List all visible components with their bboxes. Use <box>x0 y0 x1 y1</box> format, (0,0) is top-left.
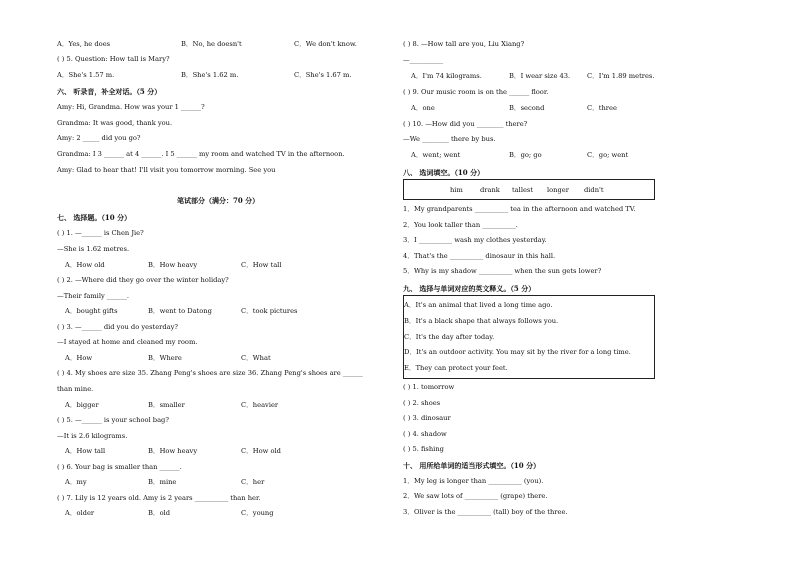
dialog-line: Amy: 2 _____ did you go? <box>57 134 141 142</box>
fill-item: 4．That's the __________ dinosaur in this hall. <box>403 252 556 260</box>
question-stem: ( ) 5. Question: How tall is Mary? <box>57 55 170 63</box>
match-item: ( ) 3. dinosaur <box>403 414 451 422</box>
fill-item: 3．I __________ wash my clothes yesterday. <box>403 236 547 244</box>
definitions-box <box>403 295 655 379</box>
question-reply: —We ________ there by bus. <box>403 135 496 143</box>
option-b: B．went to Datong <box>148 307 212 315</box>
question-stem: ( ) 8. —How tall are you, Liu Xiang? <box>403 40 525 48</box>
definition-item: C．It's the day after today. <box>404 333 495 341</box>
option-b: B．How heavy <box>148 261 198 269</box>
section-title: 七、 选择题。（10 分） <box>57 213 132 222</box>
option-c: C．young <box>241 509 274 517</box>
definition-item: E．They can protect your feet. <box>404 364 508 372</box>
option-a: A．one <box>411 104 435 112</box>
question-stem: ( ) 10. —How did you ________ there? <box>403 120 528 128</box>
section-title: 九、 选择与单词对应的英文释义。（5 分） <box>403 284 536 293</box>
match-item: ( ) 5. fishing <box>403 445 444 453</box>
option-b: B．old <box>148 509 171 517</box>
option-c: C．What <box>241 354 271 362</box>
dialog-line: Grandma: I 3 ______ at 4 ______. I 5 ______ my room and watched TV in the afternoon. <box>57 150 345 158</box>
question-reply: than mine. <box>57 385 94 393</box>
question-stem: ( ) 7. Lily is 12 years old. Amy is 2 years __________ than her. <box>57 494 261 502</box>
option-b: B．smaller <box>148 401 185 409</box>
word-bank-item: tallest <box>512 186 534 194</box>
question-stem: ( ) 3. —______ did you do yesterday? <box>57 323 178 331</box>
form-item: 2．We saw lots of __________ (grape) there. <box>403 492 548 500</box>
option-c: C．heavier <box>241 401 279 409</box>
match-item: ( ) 1. tomorrow <box>403 383 455 391</box>
match-item: ( ) 4. shadow <box>403 430 447 438</box>
question-stem: ( ) 4. My shoes are size 35. Zhang Peng's shoes are size 36. Zhang Peng's shoes are ______ <box>57 369 363 377</box>
question-reply: —It is 2.6 kilograms. <box>57 432 128 440</box>
option-a: A．How tall <box>65 447 106 455</box>
section-title: 六、 听录音，补全对话。（5 分） <box>57 87 162 96</box>
fill-item: 1．My grandparents __________ tea in the afternoon and watched TV. <box>403 205 636 213</box>
option-a: A．my <box>65 478 87 486</box>
option-c: C．took pictures <box>241 307 298 315</box>
option-c: C．She's 1.67 m. <box>294 71 352 79</box>
option-a: A．She's 1.57 m. <box>57 71 115 79</box>
word-bank-item: drank <box>480 186 500 194</box>
form-item: 1．My leg is longer than __________ (you). <box>403 477 544 485</box>
option-a: A．Yes, he does <box>57 40 111 48</box>
option-a: A．How <box>65 354 93 362</box>
option-b: B．She's 1.62 m. <box>181 71 239 79</box>
dialog-line: Amy: Glad to hear that! I'll visit you tomorrow morning. See you <box>57 166 276 174</box>
option-b: B．mine <box>148 478 177 486</box>
option-a: A．I'm 74 kilograms. <box>411 72 482 80</box>
written-part-title: 笔试部分（满分：70 分） <box>177 196 260 205</box>
definition-item: B．It's a black shape that always follows you. <box>404 317 559 325</box>
option-b: B．go; go <box>509 151 542 159</box>
fill-item: 5．Why is my shadow __________ when the sun gets lower? <box>403 267 602 275</box>
section-title: 十、 用所给单词的适当形式填空。（10 分） <box>403 461 541 470</box>
option-c: C．We don't know. <box>294 40 357 48</box>
question-reply: —I stayed at home and cleaned my room. <box>57 338 198 346</box>
match-item: ( ) 2. shoes <box>403 399 441 407</box>
question-stem: ( ) 1. —______ is Chen Jie? <box>57 229 144 237</box>
question-stem: ( ) 5. —______ is your school bag? <box>57 416 169 424</box>
option-a: A．bought gifts <box>65 307 118 315</box>
question-stem: ( ) 9. Our music room is on the ______ floor. <box>403 88 549 96</box>
option-b: B．I wear size 43. <box>509 72 571 80</box>
option-c: C．her <box>241 478 265 486</box>
question-reply: —Their family ______. <box>57 292 130 300</box>
option-c: C．How tall <box>241 261 282 269</box>
word-bank <box>403 179 655 200</box>
option-a: A．bigger <box>65 401 99 409</box>
question-reply: —__________ <box>403 56 444 64</box>
option-c: C．I'm 1.89 metres. <box>587 72 655 80</box>
option-c: C．go; went <box>587 151 629 159</box>
fill-item: 2．You look taller than __________. <box>403 221 518 229</box>
question-stem: ( ) 2. —Where did they go over the winter holiday? <box>57 276 229 284</box>
option-a: A．How old <box>65 261 105 269</box>
option-a: A．older <box>65 509 95 517</box>
definition-item: A．It's an animal that lived a long time ago. <box>404 301 553 309</box>
form-item: 3．Oliver is the __________ (tall) boy of the three. <box>403 508 568 516</box>
word-bank-item: longer <box>547 186 569 194</box>
dialog-line: Amy: Hi, Grandma. How was your 1 ______? <box>57 103 205 111</box>
section-title: 八、 选词填空。（10 分） <box>403 168 485 177</box>
word-bank-item: didn't <box>584 186 604 194</box>
option-b: B．No, he doesn't <box>181 40 242 48</box>
option-c: C．three <box>587 104 617 112</box>
word-bank-item: him <box>450 186 463 194</box>
option-b: B．How heavy <box>148 447 198 455</box>
dialog-line: Grandma: It was good, thank you. <box>57 119 173 127</box>
option-b: B．second <box>509 104 545 112</box>
option-a: A．went; went <box>411 151 461 159</box>
question-stem: ( ) 6. Your bag is smaller than ______. <box>57 463 182 471</box>
option-b: B．Where <box>148 354 182 362</box>
definition-item: D．It's an outdoor activity. You may sit by the river for a long time. <box>404 348 631 356</box>
option-c: C．How old <box>241 447 281 455</box>
question-reply: —She is 1.62 metres. <box>57 245 130 253</box>
